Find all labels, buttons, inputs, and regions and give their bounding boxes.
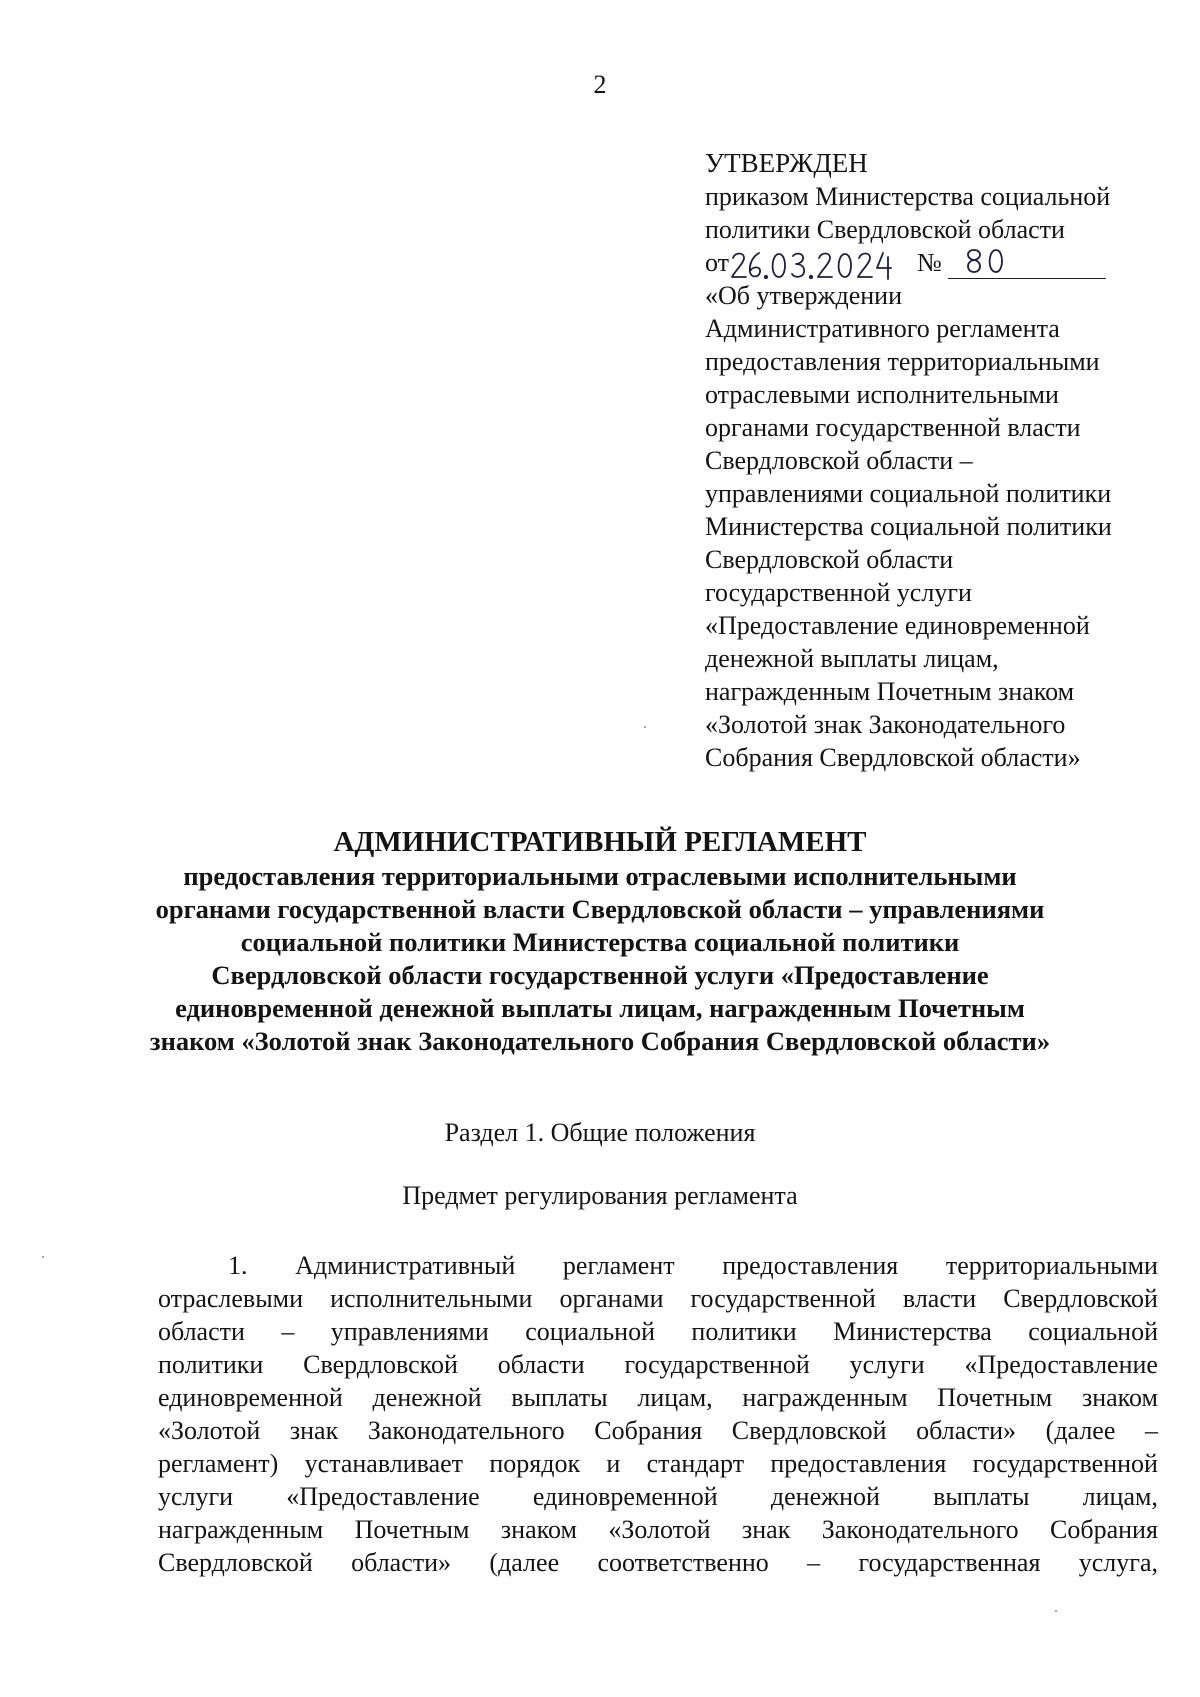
paragraph-word: отраслевыми — [158, 1284, 304, 1313]
order-title-line: органами государственной власти — [705, 413, 1081, 442]
paragraph-line — [158, 1348, 1158, 1381]
paragraph-word: социальной — [525, 1317, 655, 1346]
scan-speck — [1055, 1610, 1057, 1612]
handwritten-date — [729, 249, 915, 279]
paragraph-word: Почетным — [937, 1383, 1053, 1412]
paragraph-word: знаком — [1081, 1383, 1158, 1412]
order-date-number-line — [705, 246, 1175, 279]
paragraph-word: лицам, — [637, 1383, 713, 1412]
paragraph-word: области» — [916, 1416, 1017, 1445]
paragraph-line — [158, 1513, 1158, 1546]
document-subtitle-line: единовременной денежной выплаты лицам, награжденным Почетным — [175, 993, 1025, 1023]
paragraph-word: Свердловской — [1003, 1284, 1158, 1313]
paragraph-line — [158, 1249, 1158, 1282]
paragraph-word: Министерства — [833, 1317, 992, 1346]
paragraph-word: «Золотой — [608, 1515, 711, 1544]
order-title-line: денежной выплаты лицам, — [705, 644, 999, 673]
document-title — [0, 824, 1200, 1058]
paragraph-word: денежной — [372, 1383, 482, 1412]
paragraph-word: области» — [351, 1548, 452, 1577]
paragraph-word: предоставления — [722, 1251, 899, 1280]
paragraph-word: 1. — [228, 1251, 248, 1280]
paragraph-word: услуги — [849, 1350, 925, 1379]
approval-line: политики Свердловской области — [705, 215, 1065, 244]
approval-line: приказом Министерства социальной — [705, 182, 1111, 211]
paragraph-word: награжденным — [158, 1515, 324, 1544]
paragraph-word: награжденным — [742, 1383, 908, 1412]
section-heading: Раздел 1. Общие положения — [444, 1118, 756, 1147]
order-title-line: Свердловской области – — [705, 446, 973, 475]
paragraph-word: Собрания — [594, 1416, 703, 1445]
order-title-line: «Об утверждении — [705, 281, 903, 310]
paragraph-word: Административный — [295, 1251, 516, 1280]
paragraph-line — [158, 1414, 1158, 1447]
paragraph-word: политики — [158, 1350, 264, 1379]
paragraph-word: регламент — [562, 1251, 675, 1280]
order-title-line: «Предоставление единовременной — [705, 611, 1090, 640]
handwritten-order-number — [962, 247, 1012, 277]
paragraph-word: политики — [691, 1317, 797, 1346]
paragraph-word: знаком — [500, 1515, 577, 1544]
order-title-line: Свердловской области — [705, 545, 954, 574]
paragraph-word: единовременной — [532, 1482, 718, 1511]
paragraph-word: Свердловской — [158, 1548, 313, 1577]
paragraph-word: и — [606, 1449, 621, 1478]
paragraph-word: Собрания — [1050, 1515, 1158, 1544]
paragraph-word: области — [497, 1350, 585, 1379]
paragraph-word: – — [807, 1548, 821, 1577]
from-label: от — [705, 248, 730, 277]
paragraph-word: области — [158, 1317, 245, 1346]
order-title-line: отраслевыми исполнительными — [705, 380, 1059, 409]
paragraph-word: Законодательного — [821, 1515, 1019, 1544]
paragraph-word: порядок — [489, 1449, 581, 1478]
page-number: 2 — [593, 70, 607, 99]
order-title-line: Собрания Свердловской области» — [705, 743, 1081, 772]
document-title-main: АДМИНИСТРАТИВНЫЙ РЕГЛАМЕНТ — [333, 826, 867, 858]
subsection-heading: Предмет регулирования регламента — [402, 1181, 798, 1210]
paragraph-word: (далее — [489, 1548, 560, 1577]
paragraph-word: устанавливает — [304, 1449, 464, 1478]
paragraph-word: территориальными — [945, 1251, 1158, 1280]
paragraph-word: социальной — [1028, 1317, 1158, 1346]
paragraph-line — [158, 1480, 1158, 1513]
paragraph-word: – — [281, 1317, 295, 1346]
paragraph-word: выплаты — [933, 1482, 1030, 1511]
scan-speck — [644, 726, 646, 728]
paragraph-line — [158, 1315, 1158, 1348]
order-title-line: Административного регламента — [705, 314, 1060, 343]
paragraph-word: – — [1145, 1416, 1158, 1445]
paragraph-word: стандарт — [646, 1449, 745, 1478]
paragraph-word: знак — [742, 1515, 791, 1544]
paragraph-word: (далее — [1045, 1416, 1116, 1445]
paragraph-word: денежной — [770, 1482, 880, 1511]
document-subtitle-line: социальной политики Министерства социальной политики — [240, 927, 960, 957]
order-title-line: награжденным Почетным знаком — [705, 677, 1075, 706]
document-subtitle-line: Свердловской области государственной услуги «Предоставление — [211, 960, 989, 990]
order-title-line: предоставления территориальными — [705, 347, 1100, 376]
paragraph-word: Законодательного — [367, 1416, 565, 1445]
paragraph-word: знак — [289, 1416, 339, 1445]
paragraph-line — [158, 1282, 1158, 1315]
paragraph-word: государственная — [858, 1548, 1041, 1577]
paragraph-word: лицам, — [1082, 1482, 1158, 1511]
order-title-line: государственной услуги — [705, 578, 972, 607]
paragraph-1 — [158, 1249, 1158, 1579]
number-sign: № — [917, 248, 942, 277]
paragraph-word: Свердловской — [303, 1350, 458, 1379]
approval-block — [705, 146, 1175, 774]
paragraph-word: исполнительными — [330, 1284, 533, 1313]
paragraph-word: «Золотой — [158, 1416, 261, 1445]
paragraph-word: органами — [559, 1284, 664, 1313]
paragraph-word: «Предоставление — [964, 1350, 1158, 1379]
paragraph-word: единовременной — [158, 1383, 343, 1412]
paragraph-line — [158, 1381, 1158, 1414]
paragraph-word: государственной — [972, 1449, 1158, 1478]
paragraph-word: «Предоставление — [286, 1482, 480, 1511]
paragraph-word: соответственно — [597, 1548, 769, 1577]
paragraph-word: власти — [902, 1284, 977, 1313]
document-subtitle-line: предоставления территориальными отраслевыми исполнительными — [183, 861, 1017, 891]
paragraph-line — [158, 1546, 1158, 1579]
paragraph-word: выплаты — [511, 1383, 608, 1412]
approved-stamp-word: УТВЕРЖДЕН — [705, 148, 868, 178]
paragraph-word: управлениями — [330, 1317, 489, 1346]
paragraph-word: Свердловской — [731, 1416, 887, 1445]
order-title-line: управлениями социальной политики — [705, 479, 1112, 508]
order-number-field — [948, 251, 1106, 279]
paragraph-word: государственной — [690, 1284, 876, 1313]
paragraph-word: государственной — [624, 1350, 810, 1379]
document-subtitle-line: органами государственной власти Свердловской области – управлениями — [155, 894, 1045, 924]
paragraph-word: услуги — [158, 1482, 234, 1511]
paragraph-word: услуга, — [1078, 1548, 1158, 1577]
order-title-line: Министерства социальной политики — [705, 512, 1112, 541]
scan-speck — [42, 1256, 44, 1258]
document-subtitle-line: знаком «Золотой знак Законодательного Собрания Свердловской области» — [149, 1026, 1051, 1056]
paragraph-word: регламент) — [158, 1449, 279, 1478]
paragraph-word: предоставления — [770, 1449, 947, 1478]
paragraph-word: Почетным — [354, 1515, 470, 1544]
paragraph-line — [158, 1447, 1158, 1480]
order-title-line: «Золотой знак Законодательного — [705, 710, 1066, 739]
